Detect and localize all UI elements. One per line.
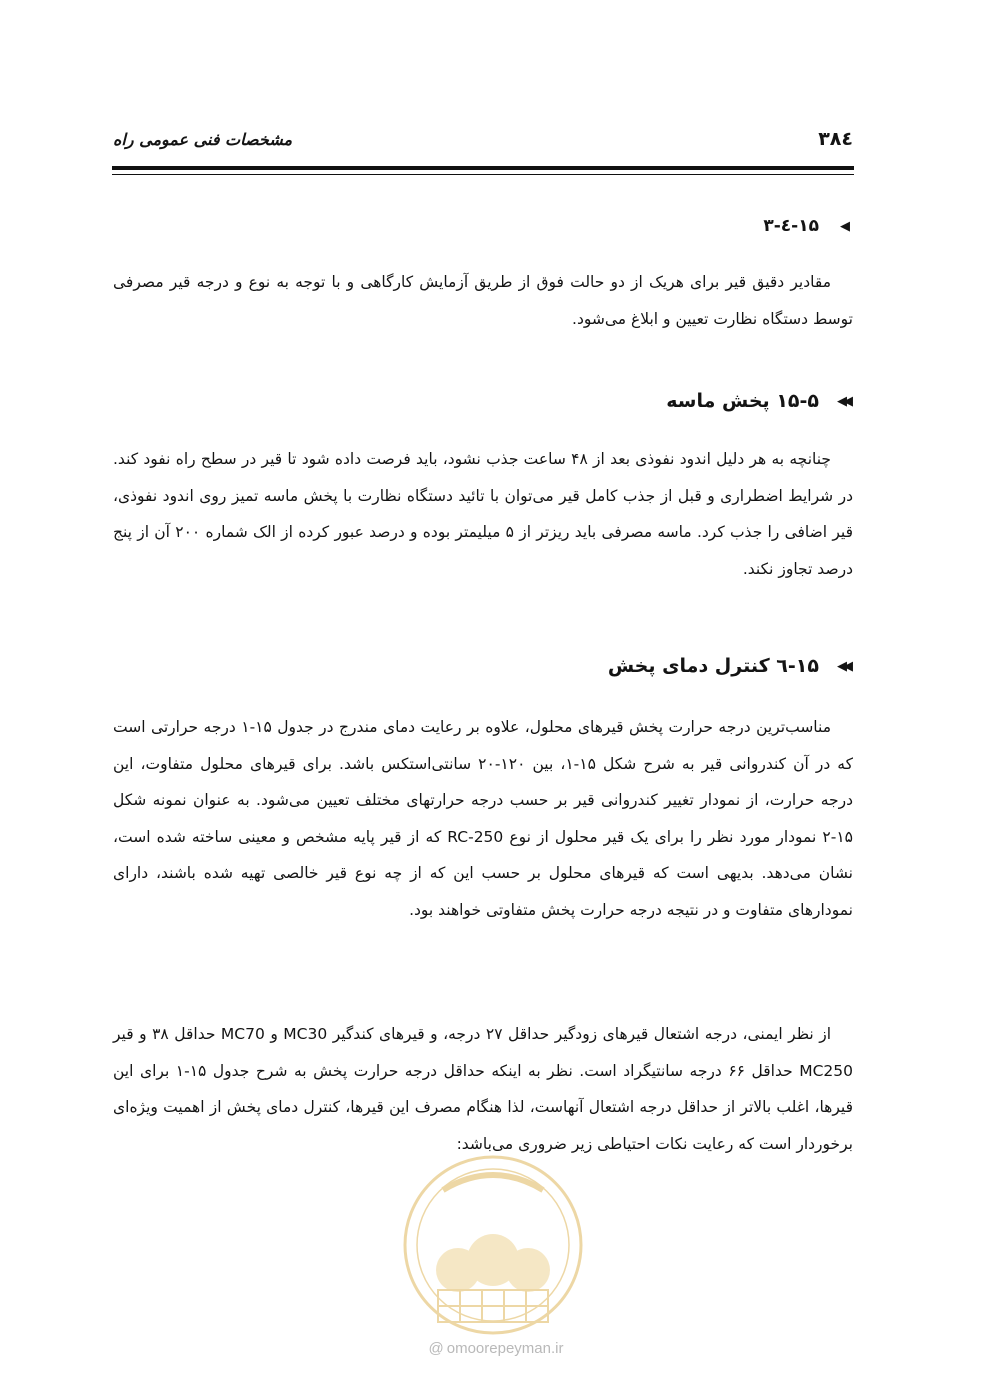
page-number: ۳۸٤ [818,128,853,150]
paragraph-safety: از نظر ایمنی، درجه اشتعال قیرهای زودگیر حداقل ۲۷ درجه، و قیرهای کندگیر MC30 و MC70 حداقل ۳۸ و قیر MC250 حداقل ۶۶ درجه سانتیگراد است. نظر به اینکه حداقل درجه حرارت پخش به شرح جدول ۱۵-۱ برای این قیرها، اغلب بالاتر از حداقل درجه اشتعال آنهاست، لذا هنگام مصرف این قیرها، کنترل دمای پخش از اهمیت ویژه‌ای برخوردار است که رعایت نکات احتیاطی زیر ضروری می‌باشد: [113,1025,854,1153]
paragraph-bitumen-amount: مقادیر دقیق قیر برای هریک از دو حالت فوق از طریق آزمایش کارگاهی و با توجه به نوع و درجه قیر مصرفی توسط دستگاه نظارت تعیین و ابلاغ می‌شود. [113,273,853,328]
heading-sand-spreading [113,390,853,412]
running-title: مشخصات فنی عمومی راه [113,130,293,149]
at-icon: @ [428,1340,444,1357]
heading-temp-label: ۱۵-٦ کنترل دمای پخش [607,655,819,677]
sub-heading-15-4-3 [113,216,853,236]
heading-sand-label: ۱۵-۵ پخش ماسه [666,390,819,412]
gear-seal-logo-icon [388,1150,598,1340]
page-header [113,128,853,158]
heading-temperature-control [113,655,853,677]
watermark-url-text: omoorepeyman.ir [446,1340,564,1357]
header-rule-thick [112,166,854,170]
paragraph-temperature: مناسب‌ترین درجه حرارت پخش قیرهای محلول، علاوه بر رعایت دمای مندرج در جدول ۱۵-۱ درجه حرارتی است که در آن کندروانی قیر به شرح شکل ۱۵-۱، بین ۱۲۰-۲۰ سانتی‌استکس باشد. برای قیرهای محلول متفاوت، این درجه حرارت، از نمودار تغییر کندروانی قیر بر حسب درجه حرارتهای مختلف تعیین می‌شود. به عنوان نمونه شکل ۱۵-۲ نمودار مورد نظر را برای یک قیر محلول از نوع RC-250 که از قیر پایه مشخص و معینی ساخته شده است، نشان می‌دهد. بدیهی است که قیرهای محلول بر حسب این که از چه نوع قیر خالصی تهیه شده باشند، دارای نمودارهای متفاوت و در نتیجه درجه حرارت پخش متفاوتی خواهند بود. [113,718,853,919]
bullet-double-triangle-icon: ◀◀ [837,658,849,674]
bullet-double-triangle-icon: ◀◀ [837,393,849,409]
paragraph-sand: چنانچه به هر دلیل اندود نفوذی بعد از ۴۸ ساعت جذب نشود، باید فرصت داده شود تا قیر در سطح راه نفود کند. در شرایط اضطراری و قبل از جذب کامل قیر می‌توان با تائید دستگاه نظارت با پخش ماسه تمیز روی اندود نفوذی، قیر اضافی را جذب کرد. ماسه مصرفی باید ریزتر از ۵ میلیمتر بوده و درصد عبور کرده از الک شماره ۲۰۰ آن از پنج درصد تجاوز نکند. [113,450,853,578]
bullet-triangle-icon: ◀ [840,218,846,234]
sub-heading-label: ۱۵-٤-۳ [763,216,819,236]
header-rule-thin [112,174,854,175]
watermark-url [0,1340,992,1357]
